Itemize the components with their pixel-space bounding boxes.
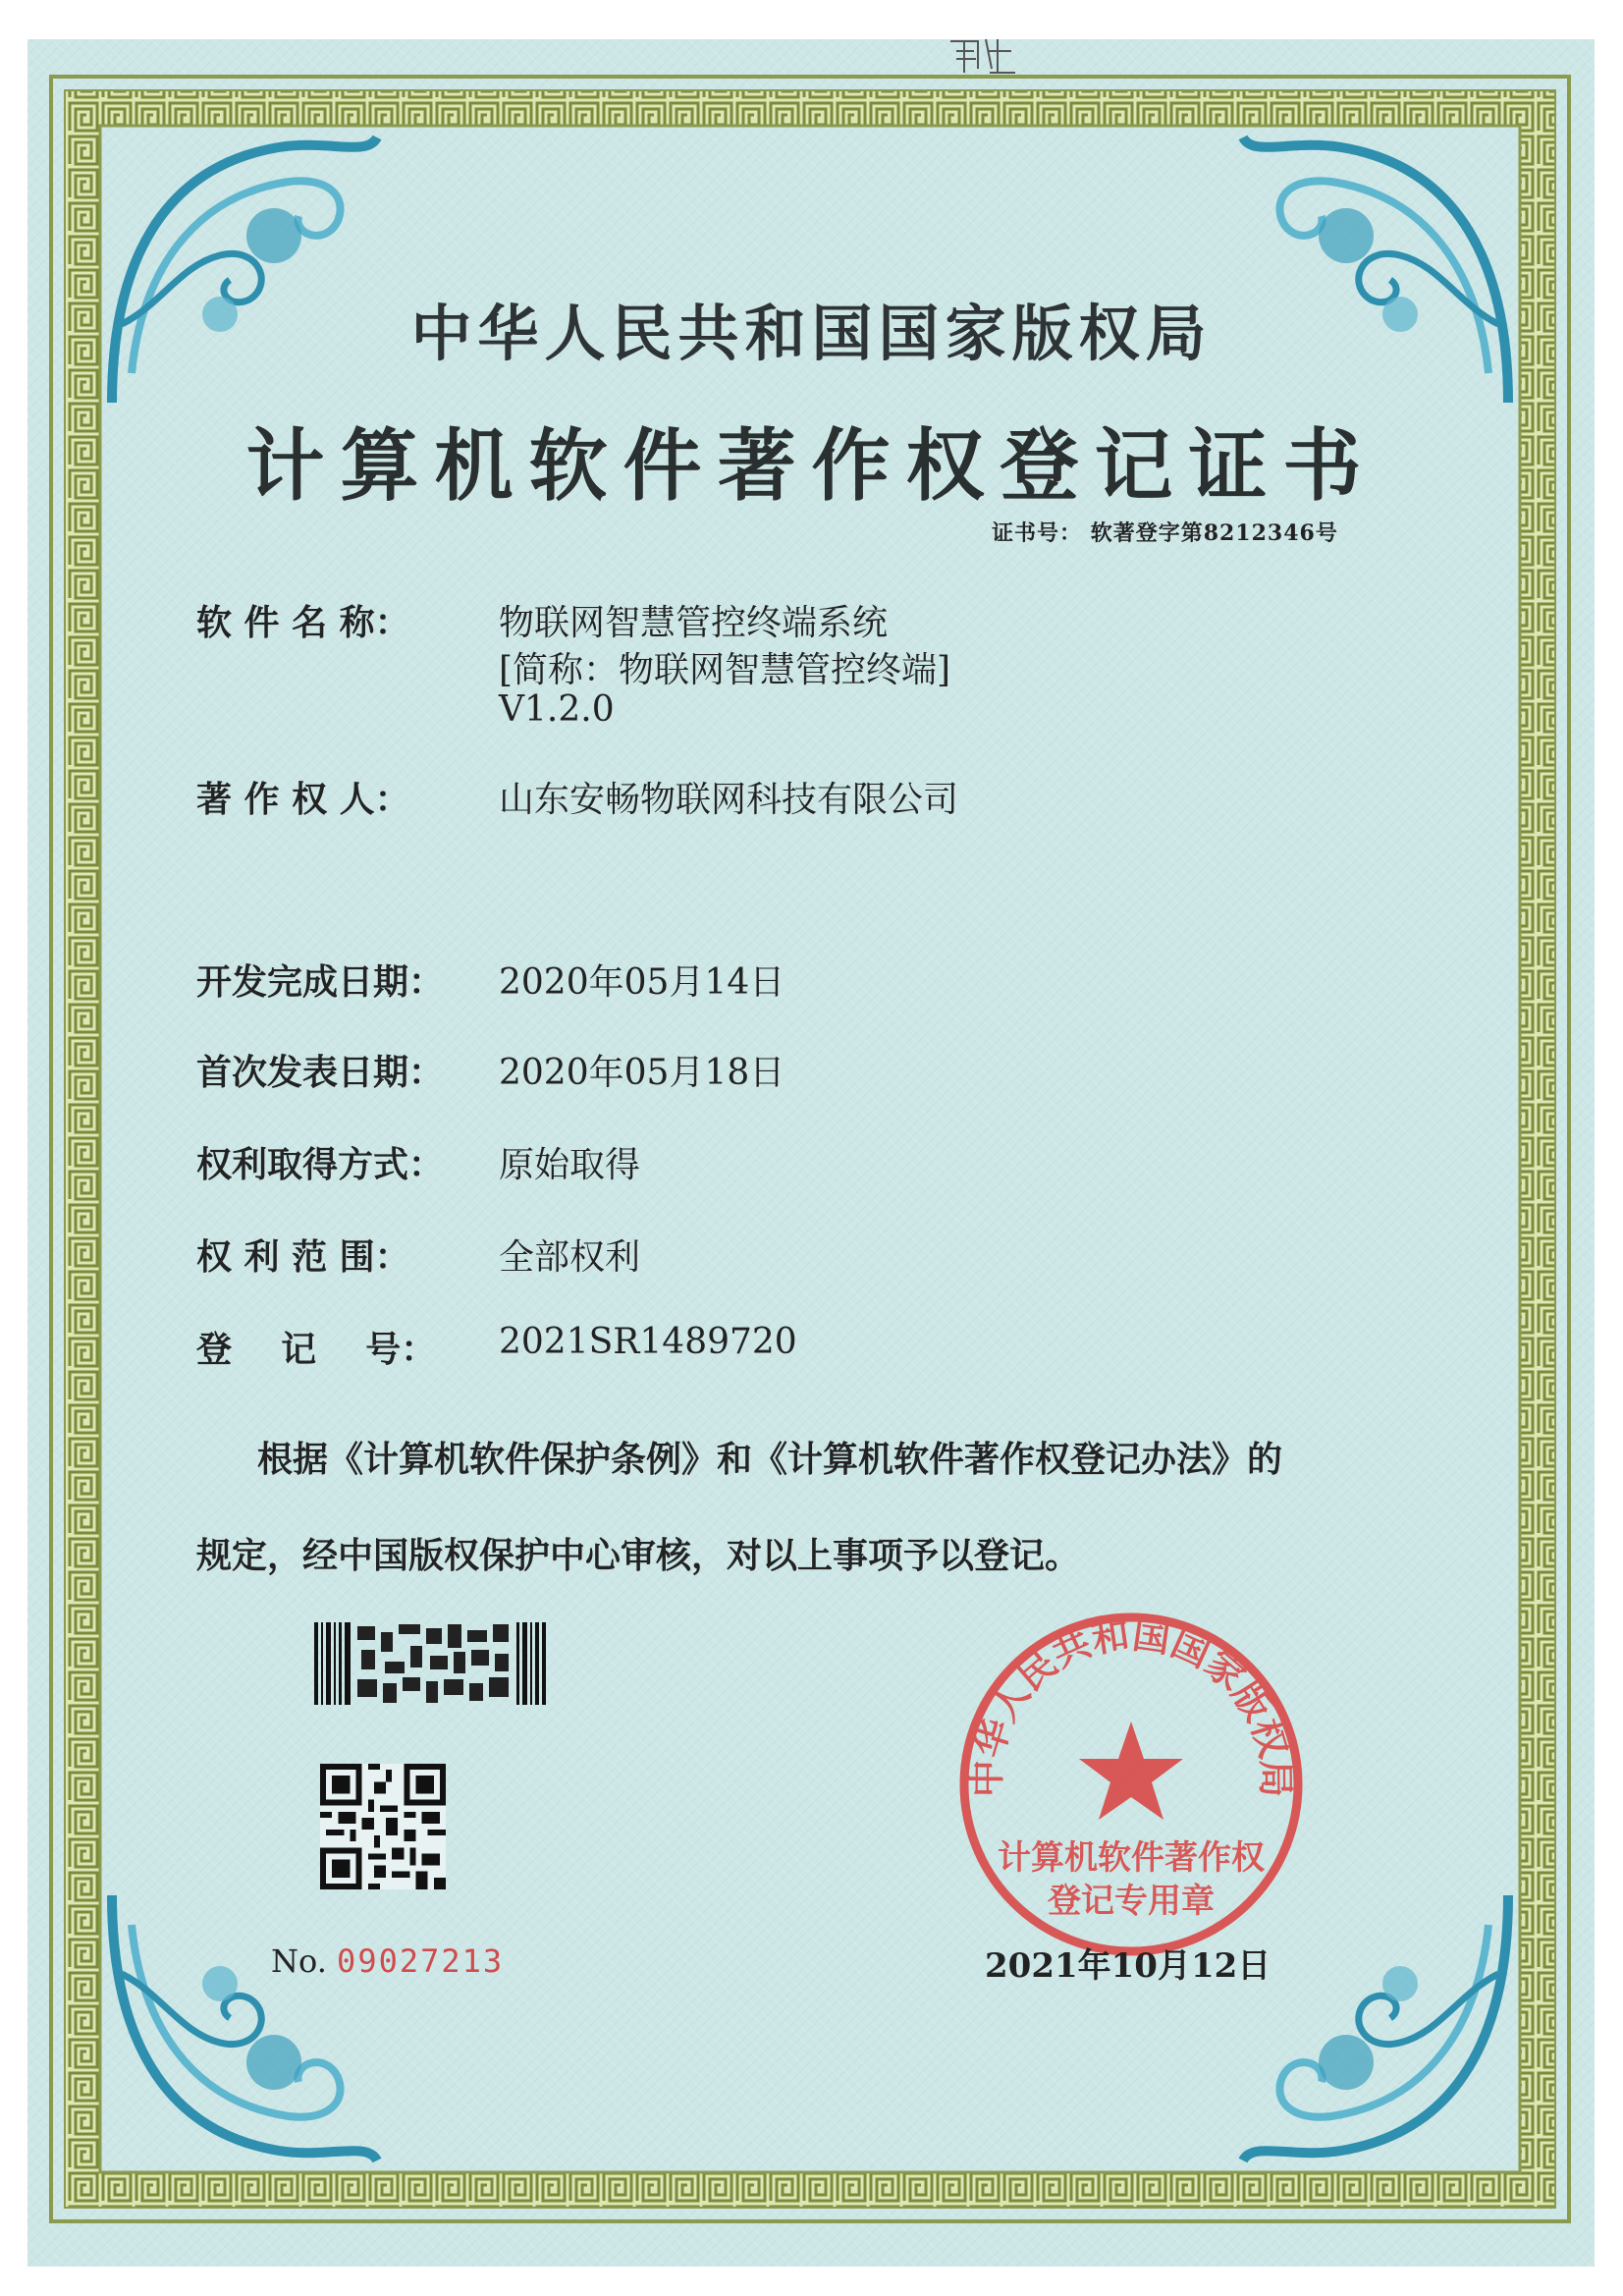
- certificate-number-value: 软著登字第8212346号: [1090, 520, 1338, 546]
- issuer-title: 中华人民共和国国家版权局: [410, 298, 1213, 369]
- seal-inner-line-1: 计算机软件著作权: [998, 1838, 1265, 1878]
- statement-line-2: 规定，经中国版权保护中心审核，对以上事项予以登记。: [196, 1535, 1081, 1576]
- barcode: [314, 1622, 546, 1705]
- owner-label: 著 作 权 人：: [196, 779, 410, 820]
- pub-date-value: 2020年05月18日: [499, 1053, 785, 1093]
- dev-date-label: 开发完成日期：: [196, 961, 445, 1003]
- corner-ornament-bottom-left: [102, 1886, 387, 2170]
- scope-value: 全部权利: [499, 1237, 641, 1278]
- registration-value: 2021SR1489720: [499, 1322, 797, 1362]
- seal-inner-line-2: 登记专用章: [1048, 1882, 1215, 1921]
- software-name-label: 软 件 名 称：: [196, 602, 410, 643]
- issue-date: 2021年10月12日: [985, 1946, 1271, 1986]
- qr-code: [320, 1764, 446, 1889]
- software-name: 物联网智慧管控终端系统: [499, 603, 889, 643]
- serial-number: [271, 1942, 504, 1980]
- registration-label: 登 记 号：: [196, 1329, 437, 1370]
- seal-ring-text: 中华人民共和国国家版权局: [963, 1612, 1299, 1798]
- dev-date-value: 2020年05月14日: [499, 962, 785, 1003]
- pub-date-label: 首次发表日期：: [196, 1052, 445, 1093]
- acquisition-value: 原始取得: [499, 1145, 641, 1185]
- acquisition-label: 权利取得方式：: [196, 1144, 445, 1185]
- software-version: V1.2.0: [499, 689, 615, 730]
- software-short-name: [简称：物联网智慧管控终端]: [499, 650, 951, 690]
- certificate-number-label: 证书号：: [992, 520, 1083, 546]
- statement-line-1: 根据《计算机软件保护条例》和《计算机软件著作权登记办法》的: [257, 1439, 1283, 1480]
- owner-value: 山东安畅物联网科技有限公司: [499, 780, 959, 820]
- serial-prefix: No.: [271, 1942, 327, 1980]
- serial-value: 09027213: [337, 1942, 505, 1980]
- handwritten-mark: [943, 29, 1021, 79]
- scope-label: 权 利 范 围：: [196, 1236, 410, 1278]
- official-seal: [952, 1606, 1310, 1963]
- certificate-number: [992, 517, 1338, 547]
- certificate-title: 计算机软件著作权登记证书: [245, 419, 1378, 512]
